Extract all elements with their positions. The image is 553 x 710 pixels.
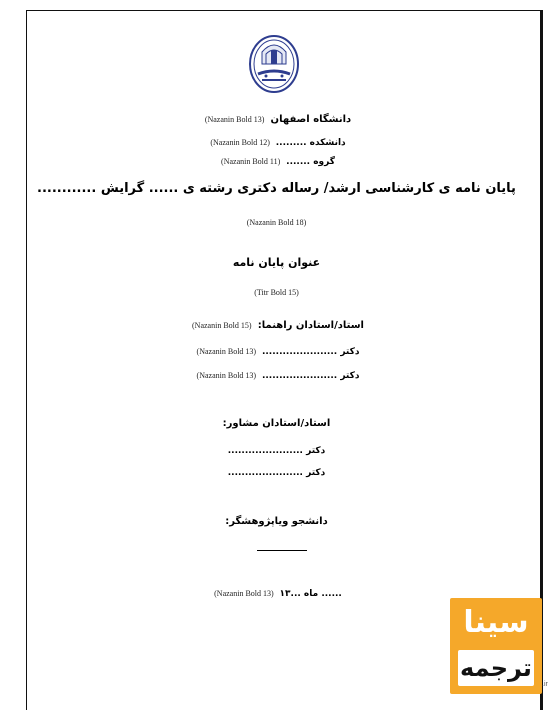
supervisors-font-note: (Nazanin Bold 15) [192, 321, 252, 330]
university-line [0, 114, 553, 125]
thesis-type-line: پایان نامه ی کارشناسی ارشد/ رساله دکتری رشته ی ...... گرایش ............ [37, 181, 516, 196]
supervisors-heading: استاد/استادان راهنما: [257, 320, 364, 331]
thesis-title-font-note: (Titr Bold 15) [254, 288, 299, 297]
group-line [0, 157, 553, 167]
supervisor-row [0, 347, 553, 357]
supervisor-font-note: (Nazanin Bold 13) [196, 347, 257, 356]
thesis-type-note-line [0, 210, 553, 229]
supervisor-row [0, 371, 553, 381]
advisors-heading: استاد/استادان مشاور: [222, 418, 331, 429]
faculty-line [0, 138, 553, 148]
faculty-font-note: (Nazanin Bold 12) [210, 138, 270, 147]
badge-brand-text: سینا [463, 605, 529, 640]
faculty-name: دانشکده ......... [275, 138, 346, 148]
date-value: ...... ماه ...۱۳ [279, 589, 342, 599]
supervisor-font-note: (Nazanin Bold 13) [196, 371, 257, 380]
thesis-title: عنوان پایان نامه [232, 256, 321, 269]
date-font-note: (Nazanin Bold 13) [214, 589, 274, 598]
student-heading: دانشجو ویاپژوهشگر: [225, 516, 328, 527]
thesis-type-font-note: (Nazanin Bold 18) [246, 218, 307, 227]
badge-domain-suffix: .ir [542, 681, 548, 688]
sina-translation-badge [450, 598, 542, 694]
university-name: دانشگاه اصفهان [270, 114, 352, 125]
advisor-row: دکتر ...................... [227, 468, 326, 478]
group-font-note: (Nazanin Bold 11) [221, 157, 281, 166]
university-seal-icon [248, 34, 300, 94]
university-font-note: (Nazanin Bold 13) [204, 115, 265, 124]
supervisor-name: دکتر ...................... [261, 371, 360, 381]
group-name: گروه ....... [286, 157, 335, 167]
supervisors-heading-line [0, 320, 553, 331]
advisor-row: دکتر ...................... [227, 446, 326, 456]
student-signature-line [257, 550, 307, 551]
thesis-title-note-line [0, 280, 553, 299]
badge-service-text: ترجمه [458, 650, 534, 686]
supervisor-name: دکتر ...................... [261, 347, 360, 357]
